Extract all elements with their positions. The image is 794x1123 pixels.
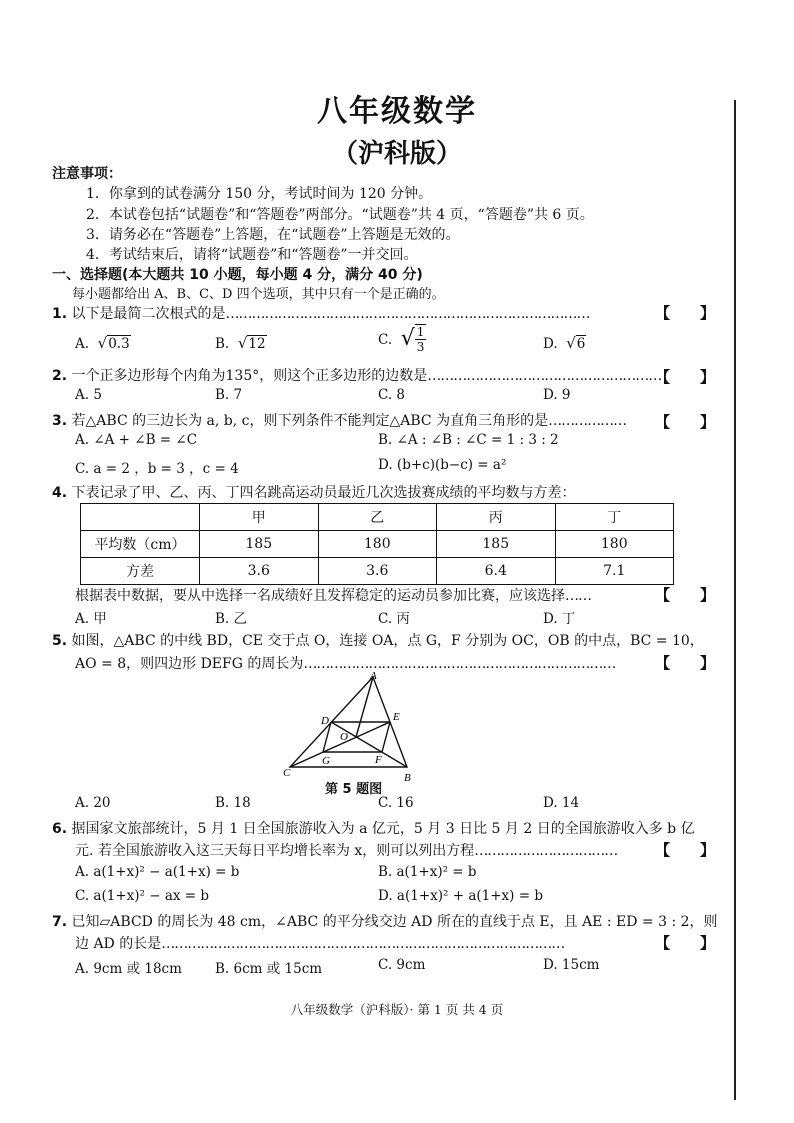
- figure-label-c: C: [283, 767, 291, 779]
- question-6-option-b: B. a(1+x)² = b: [378, 864, 477, 880]
- question-3-stem: 3. 若△ABC 的三边长为 a, b, c，则下列条件不能判定△ABC 为直角三角形的是………………: [52, 413, 627, 429]
- question-7-option-c: C. 9cm: [378, 957, 426, 973]
- question-6-option-d: D. a(1+x)² + a(1+x) = b: [378, 888, 543, 904]
- binding-margin-line: [734, 100, 736, 1100]
- table-cell: 方差: [81, 558, 200, 585]
- question-6-option-c: C. a(1+x)² − ax = b: [75, 888, 210, 904]
- answer-bracket: 【 】: [655, 654, 716, 672]
- question-4-stem: 4. 下表记录了甲、乙、丙、丁四名跳高运动员最近几次选拔赛成绩的平均数与方差：: [52, 485, 576, 501]
- question-4-option-b: B. 乙: [215, 611, 248, 627]
- figure-label-b: B: [404, 772, 411, 782]
- question-1-option-c: C. √ $\frac{1}{3}$: [378, 325, 425, 354]
- table-cell: 180: [555, 531, 674, 558]
- question-1-option-b: B. √12: [215, 334, 266, 352]
- figure-label-f: F: [375, 754, 382, 766]
- answer-bracket: 【 】: [655, 841, 716, 859]
- question-6-stem: 6. 据国家文旅部统计，5 月 1 日全国旅游收入为 a 亿元，5 月 3 日比 5 月 2 日的全国旅游收入多 b 亿: [52, 821, 695, 837]
- question-7-stem-line2: 边 AD 的长是…………………………………………………………………………………: [75, 936, 565, 952]
- answer-bracket: 【 】: [655, 934, 716, 952]
- section-heading: 一、选择题(本大题共 10 小题，每小题 4 分，满分 40 分): [52, 267, 423, 283]
- table-row: [81, 558, 674, 585]
- table-cell: 6.4: [437, 558, 556, 585]
- question-3-option-c: C. a = 2 ，b = 3 ，c = 4: [75, 461, 239, 477]
- question-4-option-a: A. 甲: [75, 611, 107, 627]
- question-6-stem-line2: 元. 若全国旅游收入这三天每日平均增长率为 x，则可以列出方程……………………………: [75, 843, 618, 859]
- question-4-option-c: C. 丙: [378, 611, 410, 627]
- scores-table: [80, 503, 674, 585]
- question-7-option-d: D. 15cm: [543, 957, 600, 973]
- notice-item: 4．考试结束后，请将“试题卷”和“答题卷”一并交回。: [86, 247, 418, 263]
- table-cell: [81, 504, 200, 531]
- question-1-stem: 1. 以下是最简二次根式的是…………………………………………………………………………: [52, 306, 590, 322]
- figure-label-a: A: [370, 670, 377, 682]
- triangle-figure: [280, 670, 420, 782]
- question-2-option-b: B. 7: [215, 387, 243, 403]
- question-3-option-d: D. (b+c)(b−c) = a²: [378, 457, 507, 473]
- question-2-option-d: D. 9: [543, 387, 571, 403]
- question-2-option-a: A. 5: [75, 387, 102, 403]
- question-2-option-c: C. 8: [378, 387, 406, 403]
- question-5-option-b: B. 18: [215, 795, 251, 811]
- question-1-option-a: A. √0.3: [75, 334, 130, 352]
- table-header: 丁: [555, 504, 674, 531]
- figure-caption: 第 5 题图: [325, 782, 383, 797]
- question-6-option-a: A. a(1+x)² − a(1+x) = b: [75, 864, 240, 880]
- table-header: 丙: [437, 504, 556, 531]
- question-5-stem: 5. 如图，△ABC 的中线 BD，CE 交于点 O，连接 OA，点 G，F 分别为 OC，OB 的中点，BC = 10，: [52, 633, 704, 649]
- notice-heading: 注意事项：: [52, 166, 122, 182]
- figure-label-g: G: [322, 755, 330, 767]
- figure-label-e: E: [393, 711, 400, 723]
- table-cell: 3.6: [318, 558, 437, 585]
- question-7-option-b: B. 6cm 或 15cm: [215, 961, 323, 977]
- question-5-option-d: D. 14: [543, 795, 580, 811]
- answer-bracket: 【 】: [655, 368, 716, 386]
- question-4-option-d: D. 丁: [543, 611, 576, 627]
- question-5-option-a: A. 20: [75, 795, 111, 811]
- notice-item: 1．你拿到的试卷满分 150 分，考试时间为 120 分钟。: [86, 186, 433, 202]
- page-title: 八年级数学: [317, 94, 477, 129]
- page-footer: 八年级数学（沪科版）· 第 1 页 共 4 页: [290, 1002, 504, 1017]
- answer-bracket: 【 】: [655, 586, 716, 604]
- question-1-option-d: D. √6: [543, 334, 586, 352]
- notice-item: 2．本试卷包括“试题卷”和“答题卷”两部分。“试题卷”共 4 页，“答题卷”共 6 页。: [86, 207, 594, 223]
- answer-bracket: 【 】: [655, 413, 716, 431]
- figure-label-d: D: [321, 715, 329, 727]
- table-header: 乙: [318, 504, 437, 531]
- question-3-option-a: A. ∠A + ∠B = ∠C: [75, 432, 198, 448]
- question-7-stem: 7. 已知▱ABCD 的周长为 48 cm，∠ABC 的平分线交边 AD 所在的直线于点 E，且 AE : ED = 3 : 2，则: [52, 914, 718, 930]
- table-row: [81, 531, 674, 558]
- figure-label-o: O: [340, 731, 348, 743]
- question-2-stem: 2. 一个正多边形每个内角为135°，则这个正多边形的边数是………………………………………………: [52, 368, 662, 384]
- table-cell: 平均数（cm）: [81, 531, 200, 558]
- question-5-stem-line2: AO = 8，则四边形 DEFG 的周长为………………………………………………………………: [75, 656, 616, 672]
- table-cell: 185: [200, 531, 319, 558]
- table-header: 甲: [200, 504, 319, 531]
- table-cell: 180: [318, 531, 437, 558]
- question-5-option-c: C. 16: [378, 795, 414, 811]
- table-cell: 3.6: [200, 558, 319, 585]
- question-4-after: 根据表中数据，要从中选择一名成绩好且发挥稳定的运动员参加比赛，应该选择……: [75, 588, 591, 604]
- table-cell: 7.1: [555, 558, 674, 585]
- question-7-option-a: A. 9cm 或 18cm: [75, 961, 182, 977]
- table-header-row: [81, 504, 674, 531]
- section-instruction: 每小题都给出 A、B、C、D 四个选项，其中只有一个是正确的。: [72, 287, 445, 302]
- page-subtitle: （沪科版）: [331, 139, 462, 169]
- answer-bracket: 【 】: [655, 304, 716, 322]
- question-3-option-b: B. ∠A : ∠B : ∠C = 1 : 3 : 2: [378, 432, 559, 448]
- table-cell: 185: [437, 531, 556, 558]
- notice-item: 3．请务必在“答题卷”上答题，在“试题卷”上答题是无效的。: [86, 227, 460, 243]
